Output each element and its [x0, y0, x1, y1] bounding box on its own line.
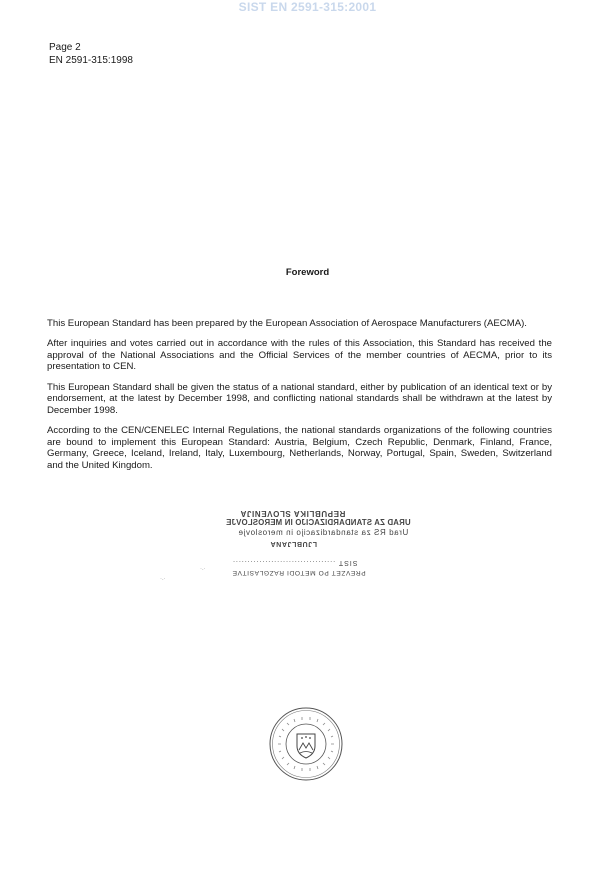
official-seal-icon: [268, 706, 344, 782]
page-header: [49, 41, 133, 67]
stamp-line: URAD ZA STANDARDIZACIJO IN MEROSLOVJE: [226, 518, 411, 527]
stamp-line: Urad RS za standardizacijo in meroslovje: [238, 528, 409, 537]
foreword-paragraph: According to the CEN/CENELEC Internal Regulations, the national standards organizations of the following countries are bound to implement this European Standard: Austria, Belgium, Czech Republic, Denmark, Finland, France, Germany, Greece, Iceland, Ireland, Italy, Luxembourg, Netherlands, Norway, Portugal, Spain, Sweden, Switzerland and the United Kingdom.: [47, 424, 552, 471]
scan-speck: ·.·: [160, 576, 166, 582]
stamp-line: PREVZET PO METODI RAZGLASITVE: [232, 569, 366, 576]
stamp-line: SIST ...................................: [232, 559, 358, 566]
scan-speck: ·.·: [200, 566, 206, 572]
foreword-paragraph: This European Standard shall be given the status of a national standard, either by publication of an identical text or by endorsement, at the latest by December 1998, and conflicting national standards shall be withdrawn at the latest by December 1998.: [47, 381, 552, 416]
document-watermark: SIST EN 2591-315:2001: [238, 0, 377, 14]
stamp-line: REPUBLIKA SLOVENIJA: [240, 509, 346, 518]
foreword-heading: Foreword: [285, 267, 330, 278]
foreword-body: [47, 318, 552, 480]
foreword-paragraph: This European Standard has been prepared by the European Association of Aerospace Manufacturers (AECMA).: [47, 318, 527, 329]
stamp-line: LJUBLJANA: [270, 540, 318, 547]
page-number: Page 2: [49, 42, 81, 53]
mirrored-stamp-imprint: [226, 508, 426, 577]
standard-reference: EN 2591-315:1998: [49, 55, 133, 66]
foreword-paragraph: After inquiries and votes carried out in accordance with the rules of this Association, this Standard has received the approval of the National Associations and the Official Services of the member countries of AECMA, prior to its presentation to CEN.: [47, 338, 552, 373]
